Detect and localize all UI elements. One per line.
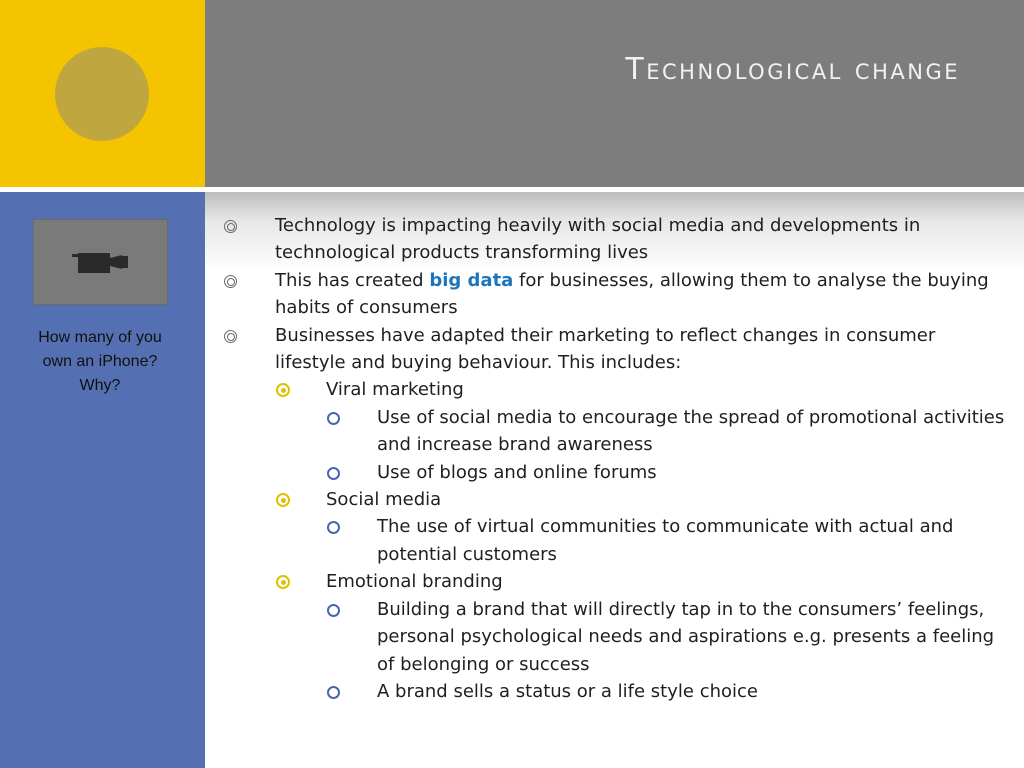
ring-icon bbox=[327, 459, 340, 486]
list-item-text: Use of blogs and online forums bbox=[377, 461, 657, 483]
list-item-text-after: for businesses, allowing them to analyse the buying habits of consumers bbox=[275, 269, 989, 319]
camera-icon bbox=[72, 251, 128, 273]
list-item-text: A brand sells a status or a life style choice bbox=[377, 680, 758, 702]
dot-circle-icon bbox=[276, 486, 290, 513]
decorative-circle bbox=[55, 47, 149, 141]
list-item bbox=[220, 212, 1010, 267]
highlight-big-data: big data bbox=[429, 269, 514, 291]
dot-circle-icon bbox=[276, 376, 290, 403]
list-item bbox=[220, 459, 1010, 486]
list-item bbox=[220, 568, 1010, 595]
header-bar bbox=[205, 0, 1024, 187]
list-item-text: Viral marketing bbox=[326, 379, 464, 401]
list-item bbox=[220, 486, 1010, 513]
dot-circle-icon bbox=[276, 568, 290, 595]
double-circle-icon bbox=[224, 212, 237, 239]
slide-title: Technological change bbox=[625, 52, 960, 87]
double-circle-icon bbox=[224, 322, 237, 349]
list-item bbox=[220, 376, 1010, 403]
ring-icon bbox=[327, 678, 340, 705]
list-item bbox=[220, 678, 1010, 705]
double-circle-icon bbox=[224, 267, 237, 294]
list-item-text: The use of virtual communities to communicate with actual and potential customers bbox=[377, 516, 954, 565]
list-item-text: Emotional branding bbox=[326, 571, 503, 593]
list-item bbox=[220, 404, 1010, 459]
bullet-list bbox=[220, 212, 1010, 705]
list-item bbox=[220, 267, 1010, 322]
list-item-text: Businesses have adapted their marketing to reflect changes in consumer lifestyle and buying behaviour. This includes: bbox=[275, 324, 936, 374]
list-item bbox=[220, 322, 1010, 377]
list-item-text-before: This has created bbox=[275, 269, 430, 291]
list-item-text: Use of social media to encourage the spread of promotional activities and increase brand awareness bbox=[377, 406, 1005, 456]
ring-icon bbox=[327, 404, 340, 431]
list-item bbox=[220, 596, 1010, 678]
list-item-text: Technology is impacting heavily with social media and developments in technological products transforming lives bbox=[275, 215, 921, 264]
list-item bbox=[220, 513, 1010, 568]
side-question: How many of you own an iPhone? Why? bbox=[38, 329, 162, 394]
ring-icon bbox=[327, 513, 340, 540]
list-item-text: Social media bbox=[326, 489, 442, 511]
ring-icon bbox=[327, 596, 340, 623]
list-item-text: Building a brand that will directly tap in to the consumers’ feelings, personal psychological needs and aspirations e.g. presents a feeling of belonging or success bbox=[377, 598, 995, 675]
